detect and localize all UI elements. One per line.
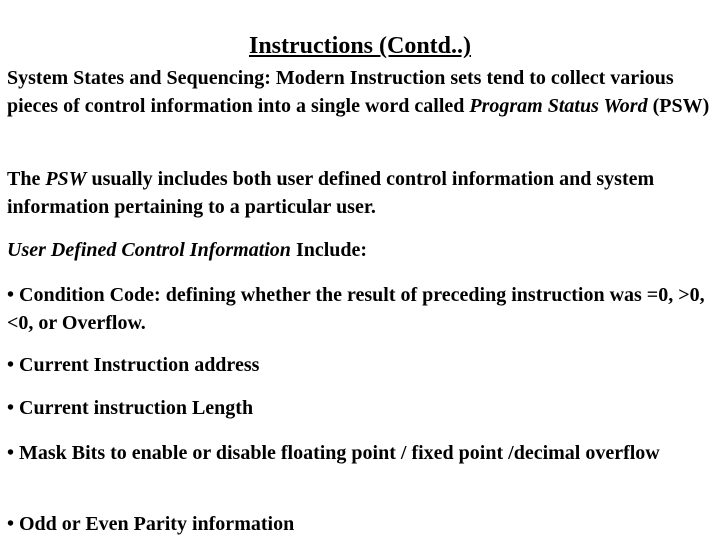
slide-title: Instructions (Contd..) [248, 33, 472, 59]
bullet-instruction-length: • Current instruction Length [7, 397, 254, 419]
paragraph-psw-lead: The [7, 168, 46, 190]
paragraph-user-defined-heading [7, 236, 713, 264]
paragraph-system-states [7, 64, 713, 120]
bullet-instruction-address: • Current Instruction address [7, 354, 260, 376]
paragraph-system-states-lead: System States and Sequencing: Modern Instruction sets tend to collect various pieces of control information into a single word called [7, 67, 674, 117]
bullet-parity: • Odd or Even Parity information [7, 513, 295, 535]
user-defined-tail: Include: [290, 239, 368, 261]
paragraph-psw-tail: usually includes both user defined control information and system information pertaining to a particular user. [7, 168, 655, 218]
psw-abbrev-term: PSW [45, 168, 87, 190]
paragraph-system-states-tail: (PSW) [647, 95, 710, 117]
bullet-mask-bits: • Mask Bits to enable or disable floating point / fixed point /decimal overflow [7, 442, 660, 464]
user-defined-term: User Defined Control Information [7, 239, 291, 261]
bullet-condition-code: • Condition Code: defining whether the result of preceding instruction was =0, >0, <0, or Overflow. [7, 284, 705, 334]
paragraph-psw-contents [7, 165, 713, 221]
psw-term: Program Status Word [469, 95, 648, 117]
